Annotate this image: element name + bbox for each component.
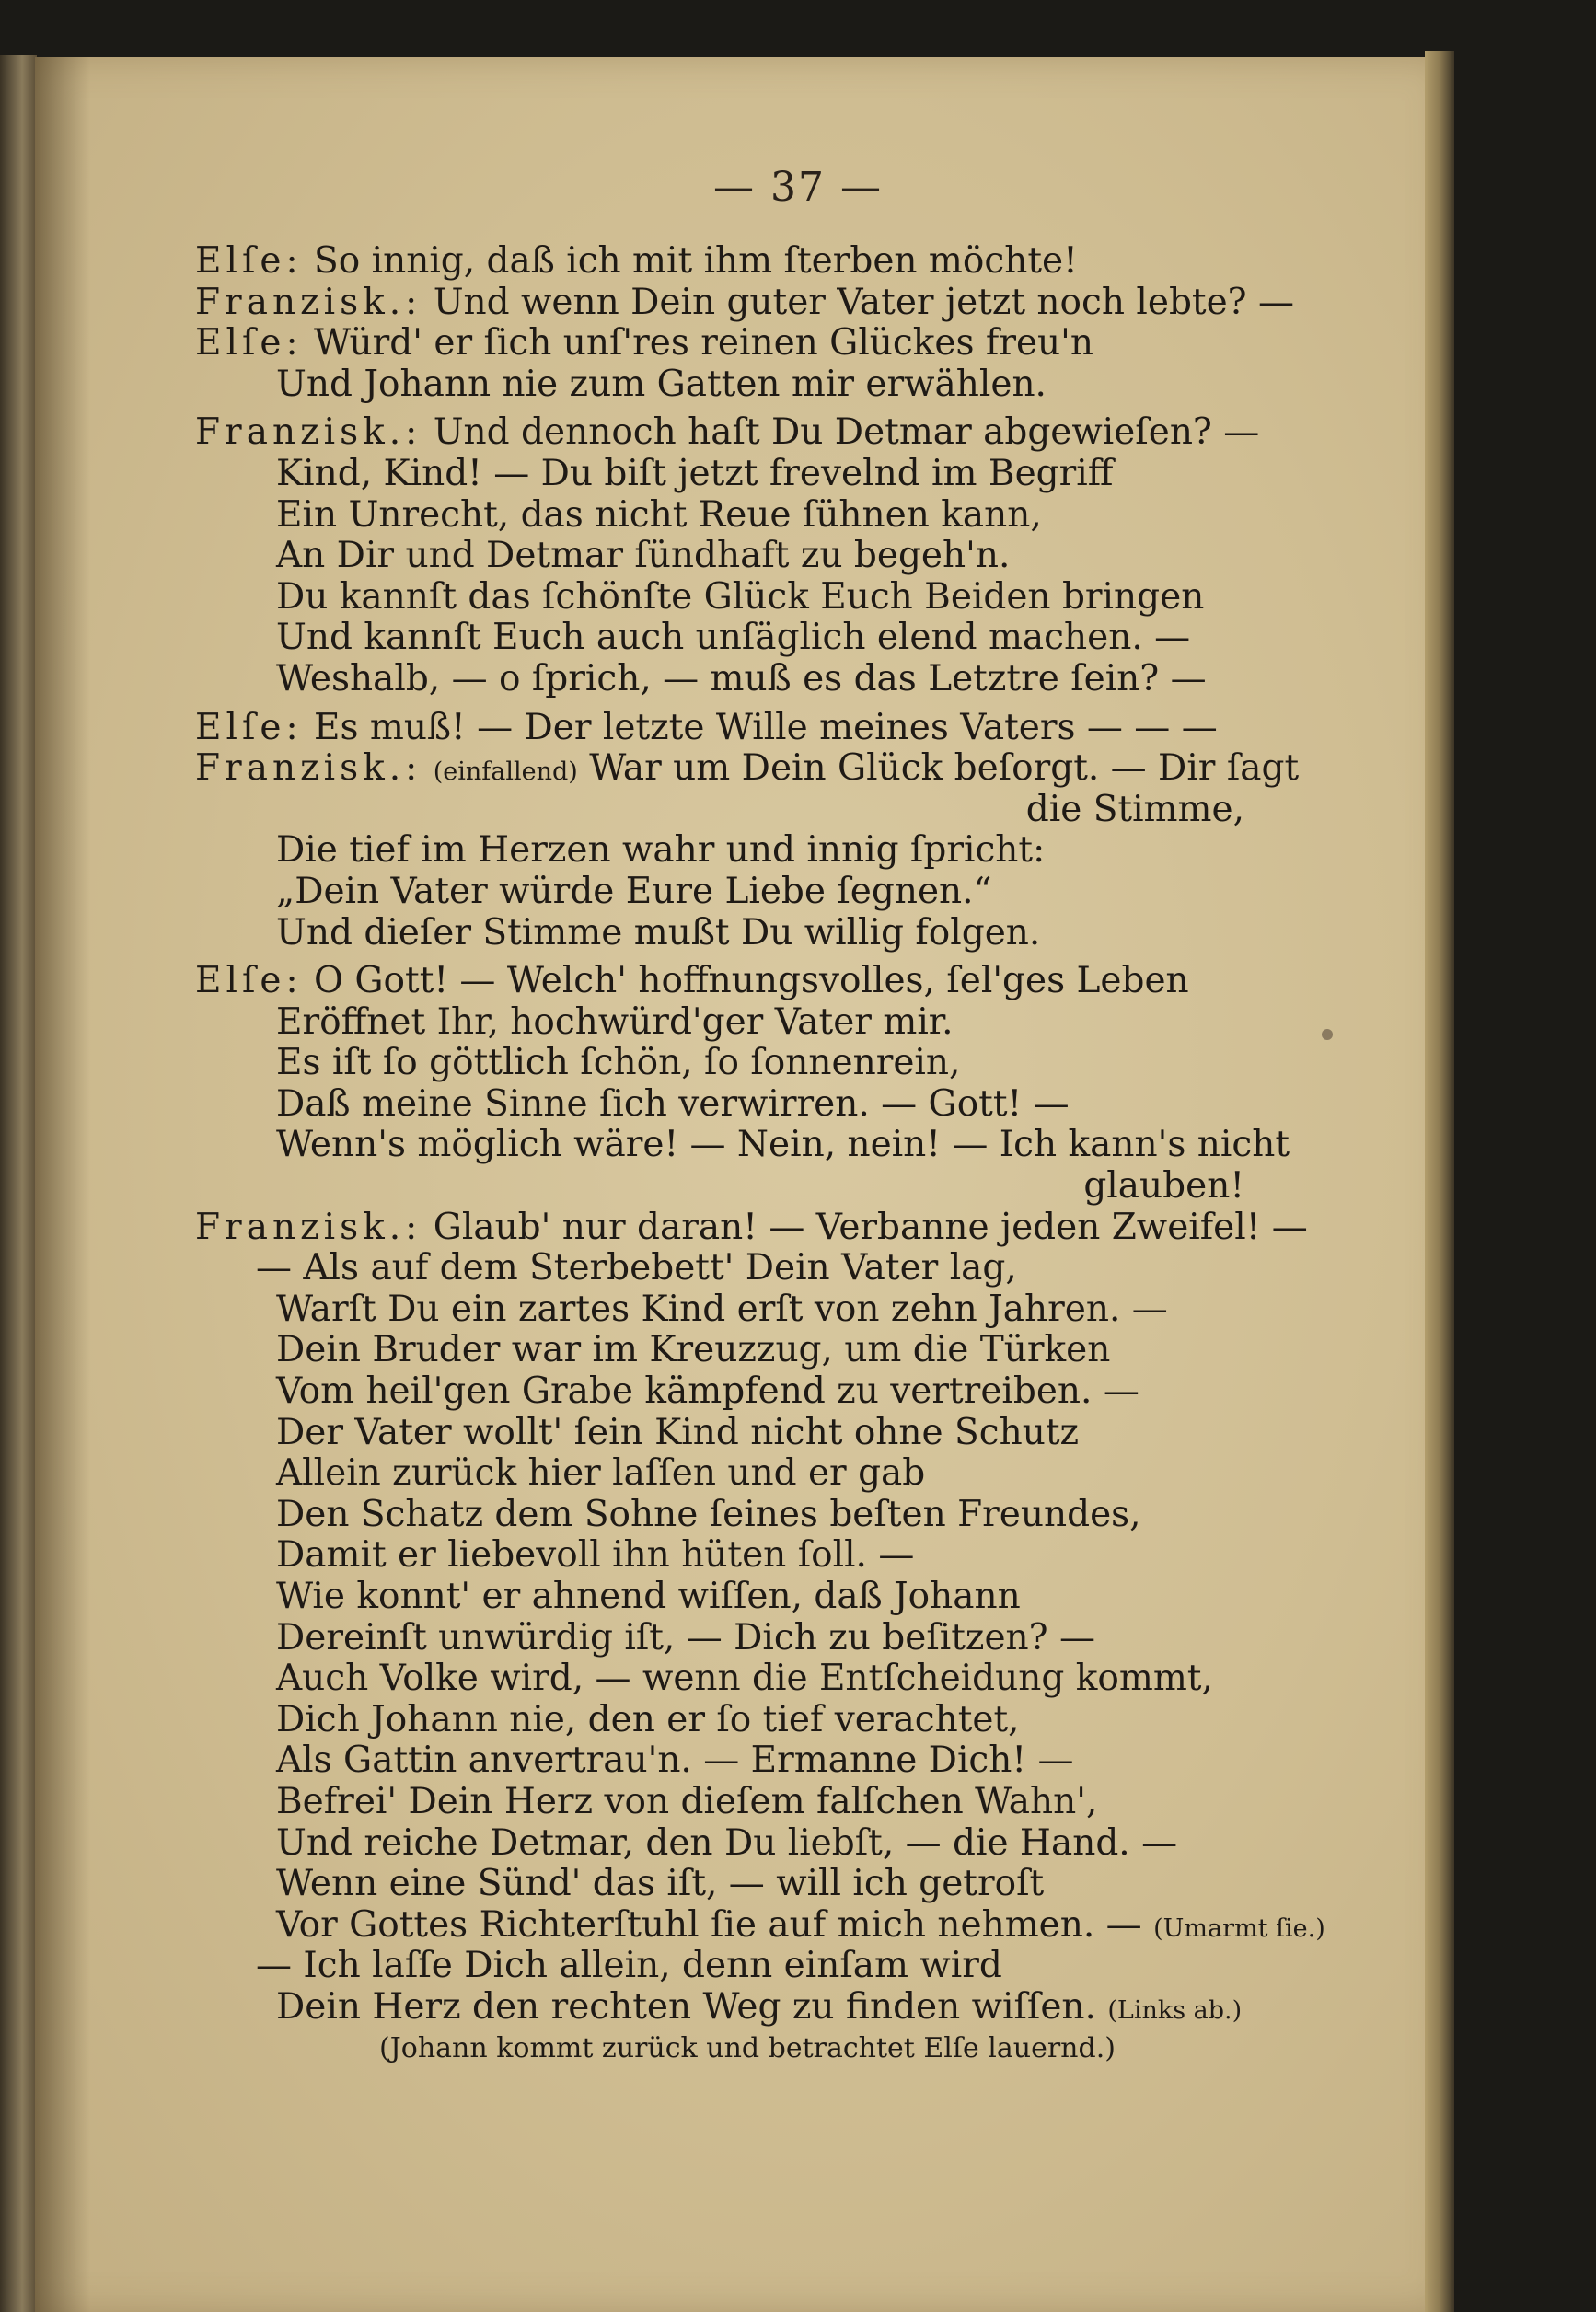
- text-line: Wenn eine Sünd' das iſt, — will ich getroſt: [276, 1863, 1045, 1905]
- text-line: Und reiche Detmar, den Du liebſt, — die Hand. —: [276, 1821, 1178, 1864]
- text-line: Daß meine Sinne ſich verwirren. — Gott! —: [276, 1082, 1070, 1125]
- text-line: Elſe: O Gott! — Welch' hoffnungsvolles, ſel'ges Leben: [195, 960, 1189, 1002]
- text-line: Franzisk.: Glaub' nur daran! — Verbanne jeden Zweifel! —: [195, 1206, 1308, 1248]
- speaker-name: Franzisk.:: [195, 747, 422, 790]
- text-line: „Dein Vater würde Eure Liebe ſegnen.“: [276, 870, 992, 912]
- text-line: Allein zurück hier laſſen und er gab: [276, 1452, 926, 1495]
- text-line: Vom heil'gen Grabe kämpfend zu vertreiben. —: [276, 1370, 1139, 1413]
- page-number: — 37 —: [713, 164, 883, 211]
- stage-direction: (einfallend): [433, 757, 578, 787]
- text-line: Elſe: Es muß! — Der letzte Wille meines Vaters — — —: [195, 706, 1218, 748]
- speaker-name: Elſe:: [195, 322, 303, 364]
- speaker-name: Franzisk.:: [195, 411, 422, 454]
- text-line: Kind, Kind! — Du biſt jetzt frevelnd im Begriff: [276, 452, 1114, 494]
- speaker-name: Franzisk.:: [195, 281, 422, 323]
- text-line: Und dieſer Stimme mußt Du willig folgen.: [276, 911, 1041, 954]
- text-line: Der Vater wollt' ſein Kind nicht ohne Schutz: [276, 1411, 1080, 1453]
- speaker-name: Elſe:: [195, 960, 303, 1002]
- text-line: Den Schatz dem Sohne ſeines beſten Freundes,: [276, 1493, 1141, 1535]
- text-line: — Ich laſſe Dich allein, denn einſam wird: [256, 1945, 1002, 1987]
- text-line: Franzisk.: Und dennoch haſt Du Detmar abgewieſen? —: [195, 411, 1260, 454]
- text-line: Du kannſt das ſchönſte Glück Euch Beiden bringen: [276, 575, 1205, 618]
- text-line: Befrei' Dein Herz von dieſem falſchen Wahn',: [276, 1780, 1098, 1822]
- text-line: Dich Johann nie, den er ſo tief verachtet,: [276, 1698, 1020, 1740]
- text-line: Franzisk.: Und wenn Dein guter Vater jetzt noch lebte? —: [195, 281, 1294, 323]
- play-text: [195, 240, 1325, 2069]
- spine-shadow: [35, 57, 90, 2312]
- stage-direction: (Umarmt ſie.): [1153, 1913, 1325, 1943]
- speaker-name: Elſe:: [195, 240, 303, 282]
- previous-page-edge: [0, 55, 37, 2312]
- stage-direction: (Links ab.): [1107, 1995, 1243, 2025]
- text-line: Wie konnt' er ahnend wiſſen, daß Johann: [276, 1576, 1021, 1617]
- text-line: Auch Volke wird, — wenn die Entſcheidung kommt,: [276, 1658, 1213, 1700]
- text-line: Vor Gottes Richterſtuhl ſie auf mich nehmen. — (Umarmt ſie.): [276, 1903, 1325, 1946]
- text-line: Und kannſt Euch auch unſäglich elend machen. —: [276, 617, 1191, 659]
- text-line: Elſe: Würd' er ſich unſ'res reinen Glückes freu'n: [195, 322, 1094, 364]
- text-line: — Als auf dem Sterbebett' Dein Vater lag,: [256, 1247, 1017, 1289]
- text-line: Wenn's möglich wäre! — Nein, nein! — Ich kann's nicht: [276, 1124, 1290, 1166]
- text-line: Dein Bruder war im Kreuzzug, um die Türken: [276, 1329, 1111, 1371]
- text-line: Ein Unrecht, das nicht Reue ſühnen kann,: [276, 493, 1042, 536]
- text-line: Die tief im Herzen wahr und innig ſpricht:: [276, 829, 1046, 872]
- text-line: Damit er liebevoll ihn hüten ſoll. —: [276, 1534, 915, 1577]
- text-line: Weshalb, — o ſprich, — muß es das Letztre ſein? —: [276, 657, 1207, 699]
- text-line: Elſe: So innig, daß ich mit ihm ſterben möchte!: [195, 240, 1078, 282]
- text-line: glauben!: [1083, 1165, 1244, 1208]
- text-line: Warſt Du ein zartes Kind erſt von zehn Jahren. —: [276, 1288, 1168, 1330]
- text-line: Franzisk.: (einfallend) War um Dein Glück beſorgt. — Dir ſagt: [195, 747, 1300, 790]
- text-line: Eröffnet Ihr, hochwürd'ger Vater mir.: [276, 1000, 954, 1043]
- text-line: Und Johann nie zum Gatten mir erwählen.: [276, 363, 1047, 405]
- text-line: die Stimme,: [1025, 788, 1244, 830]
- text-line: An Dir und Detmar ſündhaft zu begeh'n.: [276, 535, 1011, 577]
- text-line: Dereinſt unwürdig iſt, — Dich zu beſitzen? —: [276, 1616, 1095, 1659]
- text-line: Es iſt ſo göttlich ſchön, ſo ſonnenrein,: [276, 1042, 961, 1084]
- page-edge: [1425, 51, 1454, 2312]
- paper-spot: [1322, 1029, 1333, 1040]
- text-line: Als Gattin anvertrau'n. — Ermanne Dich! —: [276, 1740, 1074, 1782]
- text-line: Dein Herz den rechten Weg zu finden wiſſen. (Links ab.): [276, 1985, 1243, 2028]
- speaker-name: Elſe:: [195, 706, 303, 748]
- speaker-name: Franzisk.:: [195, 1206, 422, 1248]
- stage-direction: (Johann kommt zurück und betrachtet Elſe lauernd.): [379, 2031, 1116, 2064]
